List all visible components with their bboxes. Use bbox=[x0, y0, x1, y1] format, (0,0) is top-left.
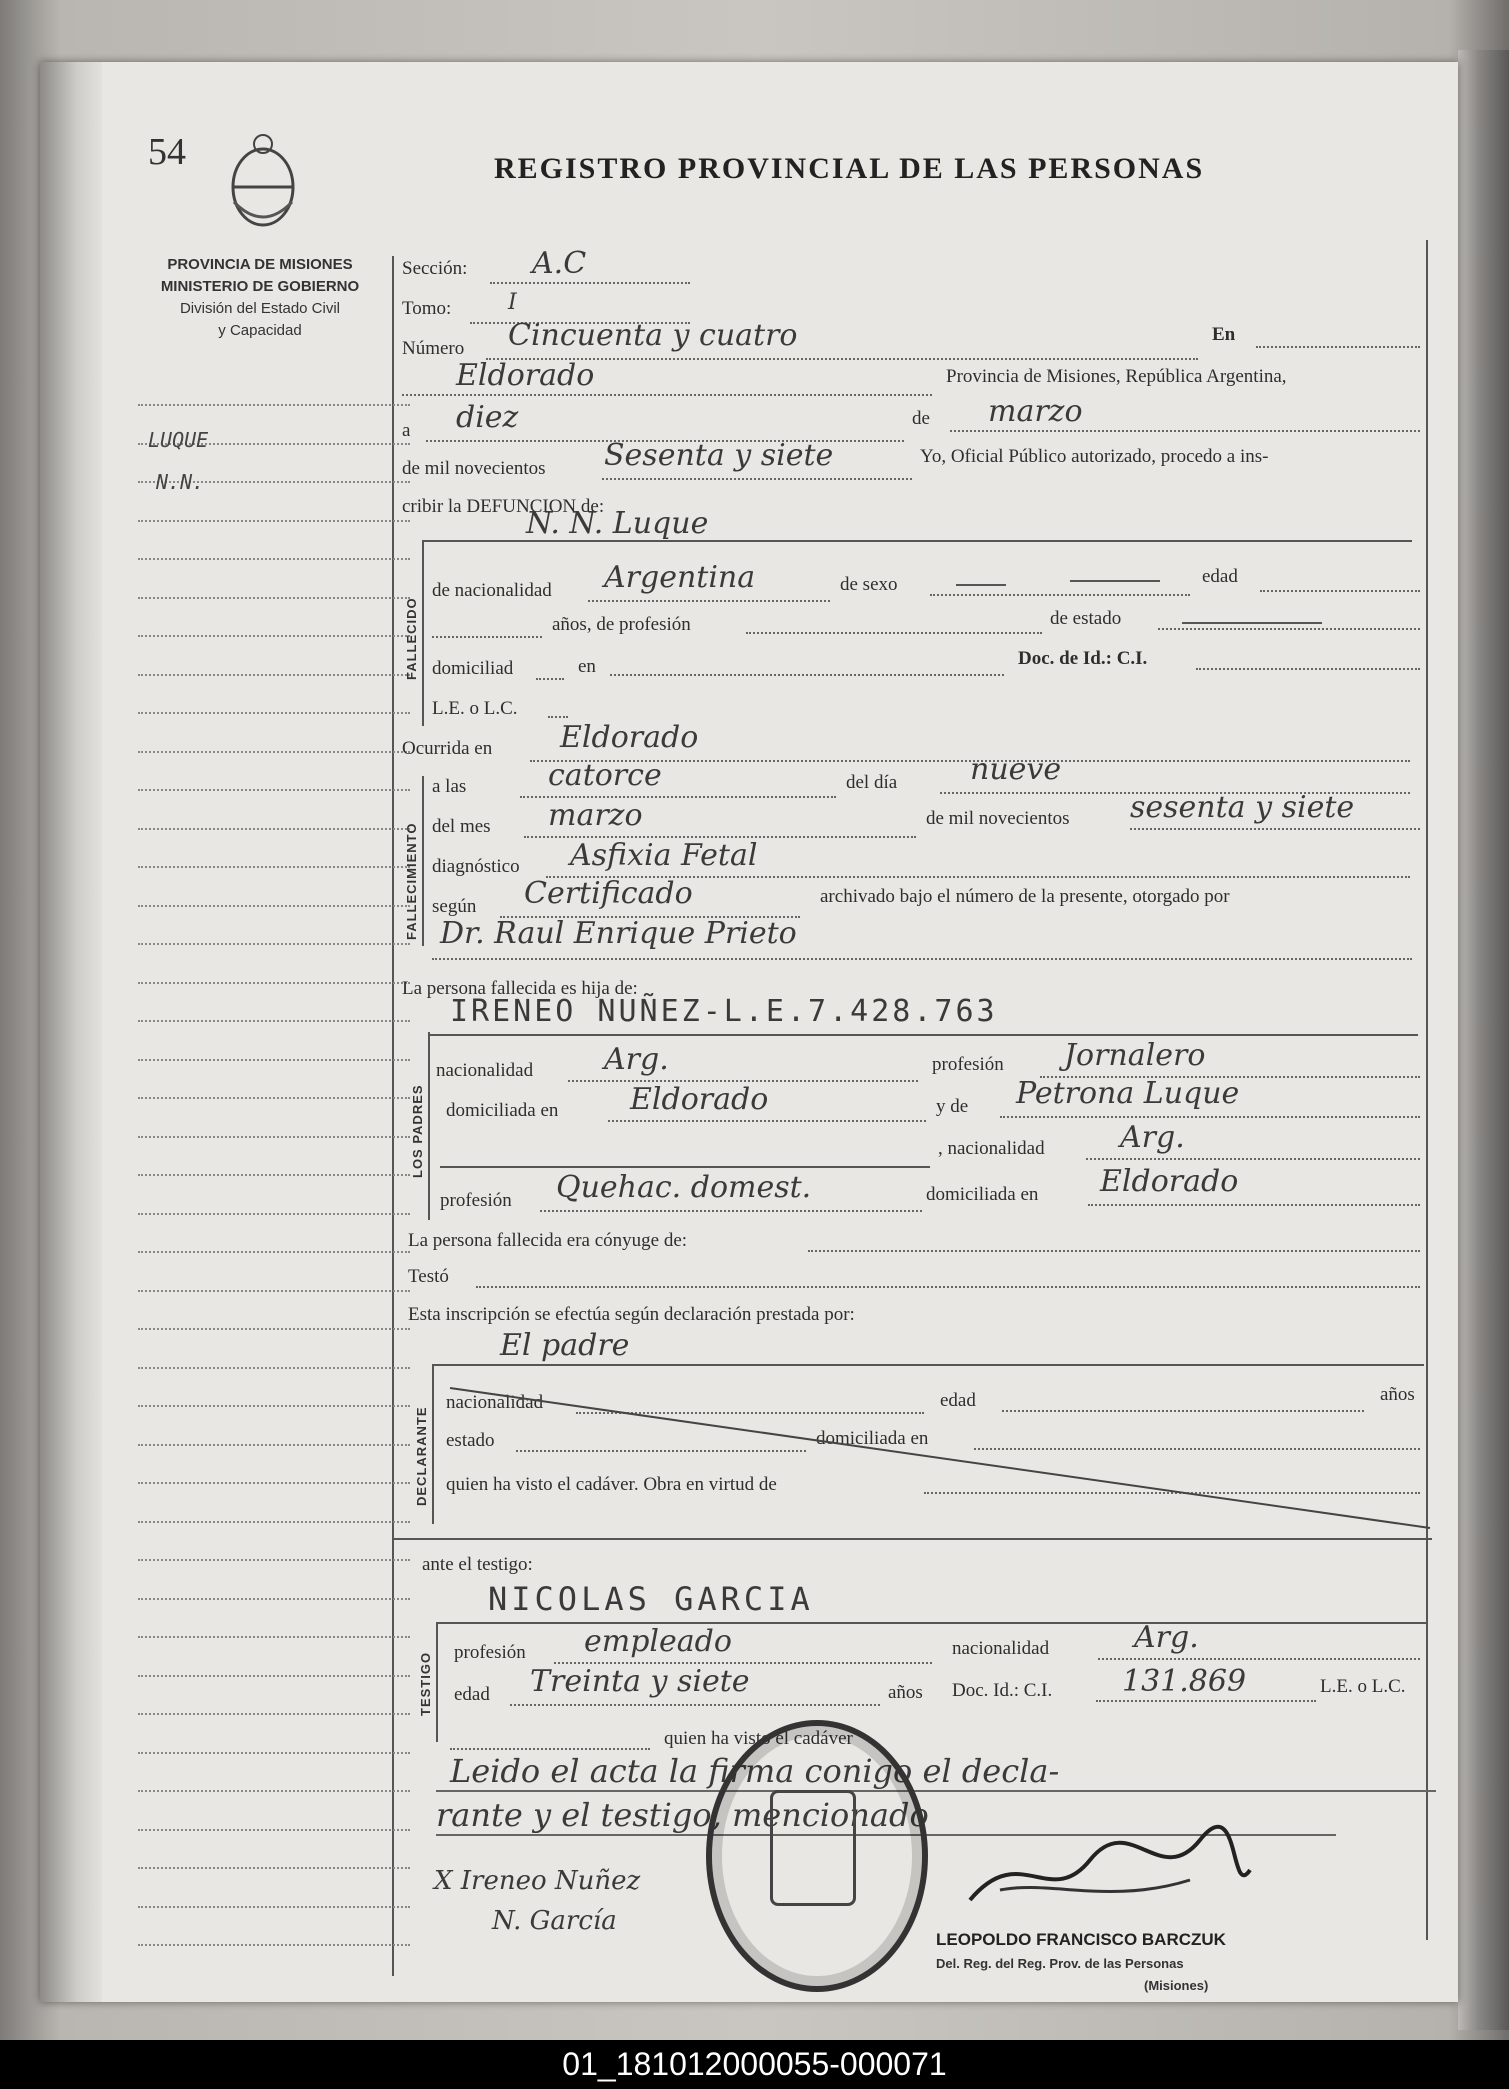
inscripcion-label: Esta inscripción se efectúa según declaración prestada por: bbox=[408, 1304, 855, 1325]
ministry-label: MINISTERIO DE GOBIERNO bbox=[160, 278, 360, 295]
register-title: REGISTRO PROVINCIAL DE LAS PERSONAS bbox=[494, 152, 1205, 185]
seccion-value: A.C bbox=[532, 246, 587, 281]
margin-ruled-line bbox=[138, 1290, 410, 1292]
edad-label: edad bbox=[1202, 566, 1238, 587]
numero-value: Cincuenta y cuatro bbox=[508, 318, 798, 353]
anios-declarante-label: años bbox=[1380, 1384, 1415, 1405]
official-signature-icon bbox=[960, 1820, 1260, 1920]
tomo-value: I bbox=[508, 290, 517, 315]
dom-padre-value: Eldorado bbox=[630, 1082, 769, 1117]
division-label-2: y Capacidad bbox=[218, 322, 302, 339]
page-number: 54 bbox=[148, 131, 186, 173]
nac-padre-label: nacionalidad bbox=[436, 1060, 534, 1081]
margin-ruled-line bbox=[138, 1059, 410, 1061]
seccion-label: Sección: bbox=[402, 258, 468, 279]
padre-value: IRENEO NUÑEZ-L.E.7.428.763 bbox=[450, 994, 998, 1029]
margin-ruled-line bbox=[138, 1136, 410, 1138]
nacionalidad-line bbox=[588, 600, 830, 602]
prof-madre-label: profesión bbox=[440, 1190, 512, 1211]
edad-line bbox=[1260, 590, 1420, 592]
declarante-bracket bbox=[432, 1364, 434, 1524]
prof-padre-value: Jornalero bbox=[1064, 1038, 1206, 1073]
testigo-label: ante el testigo: bbox=[422, 1554, 533, 1575]
edad-testigo-line bbox=[510, 1704, 880, 1706]
prof-madre-line bbox=[540, 1210, 922, 1212]
margin-ruled-line bbox=[138, 1944, 410, 1946]
margin-ruled-line bbox=[138, 1752, 410, 1754]
conyuge-label: La persona fallecida era cónyuge de: bbox=[408, 1230, 688, 1251]
margin-ruled-line bbox=[138, 1444, 410, 1446]
nac-declarante-label: nacionalidad bbox=[446, 1392, 544, 1413]
main-column-left-border bbox=[392, 256, 394, 1976]
margin-ruled-line bbox=[138, 712, 410, 714]
numero-label: Número bbox=[402, 338, 465, 359]
mes-fall-value: marzo bbox=[548, 798, 643, 833]
seccion-line bbox=[490, 282, 690, 284]
mil2-label: de mil novecientos bbox=[926, 808, 1070, 829]
dom-padre-label: domiciliada en bbox=[446, 1100, 559, 1121]
margin-ruled-line bbox=[138, 1213, 410, 1215]
margin-ruled-line bbox=[138, 1521, 410, 1523]
en-dom-label: en bbox=[578, 656, 596, 677]
medico-line bbox=[432, 958, 1412, 960]
division-label: División del Estado Civil bbox=[179, 300, 341, 317]
doc-line bbox=[1196, 668, 1420, 670]
estado-dash bbox=[1182, 622, 1322, 624]
sexo-line bbox=[930, 594, 1190, 596]
testigo-value: NICOLAS GARCIA bbox=[488, 1580, 814, 1618]
margin-ruled-line bbox=[138, 1636, 410, 1638]
declarante-section-label: DECLARANTE bbox=[414, 1406, 429, 1506]
margin-ruled-line bbox=[138, 1482, 410, 1484]
margin-ruled-line bbox=[138, 1829, 410, 1831]
nac-testigo-line bbox=[1098, 1658, 1420, 1660]
margin-ruled-line bbox=[138, 1174, 410, 1176]
sexo-dash-1 bbox=[956, 584, 1006, 586]
dom-madre-value: Eldorado bbox=[1100, 1164, 1239, 1199]
margin-ruled-line bbox=[138, 1097, 410, 1099]
en-line bbox=[1256, 346, 1420, 348]
de-label: de bbox=[912, 408, 930, 429]
margin-ruled-line bbox=[138, 635, 410, 637]
ocurrida-label: Ocurrida en bbox=[402, 738, 493, 759]
anio2-value: sesenta y siete bbox=[1130, 790, 1355, 825]
las-label: a las bbox=[432, 776, 467, 797]
nac-padre-value: Arg. bbox=[604, 1042, 669, 1077]
oficial-label: Yo, Oficial Público autorizado, procedo a ins- bbox=[920, 446, 1269, 467]
margin-surname: LUQUE bbox=[148, 428, 209, 452]
margin-ruled-line bbox=[138, 905, 410, 907]
archivado-label: archivado bajo el número de la presente, otorgado por bbox=[820, 886, 1230, 907]
doc-testigo-label: Doc. Id.: C.I. bbox=[952, 1680, 1053, 1701]
medico-value: Dr. Raul Enrique Prieto bbox=[440, 916, 797, 951]
inscribir-label: cribir la DEFUNCION de: bbox=[402, 496, 605, 517]
profesion-line bbox=[746, 632, 1042, 634]
ocurrida-value: Eldorado bbox=[560, 720, 699, 755]
margin-ruled-line bbox=[138, 866, 410, 868]
edad-testigo-label: edad bbox=[454, 1684, 490, 1705]
lugar-value: Eldorado bbox=[456, 358, 595, 393]
anio-value: Sesenta y siete bbox=[604, 438, 834, 473]
strike-through-line bbox=[440, 1380, 1440, 1540]
testigo-section-label: TESTIGO bbox=[418, 1651, 433, 1716]
margin-ruled-line bbox=[138, 1598, 410, 1600]
margin-ruled-line bbox=[138, 943, 410, 945]
margin-ruled-line bbox=[138, 1675, 410, 1677]
closing-line-2: rante y el testigo, mencionado bbox=[436, 1796, 929, 1834]
sexo-label: de sexo bbox=[840, 574, 898, 595]
register-page bbox=[40, 62, 1458, 2002]
dom-madre-line bbox=[1088, 1204, 1420, 1206]
dia-fall-value: nueve bbox=[970, 752, 1062, 787]
fallecimiento-bracket bbox=[422, 776, 424, 946]
margin-ruled-line bbox=[138, 751, 410, 753]
mes-line bbox=[950, 430, 1420, 432]
dom-madre-label: domiciliada en bbox=[926, 1184, 1039, 1205]
nac-madre-value: Arg. bbox=[1120, 1120, 1185, 1155]
estado-label: de estado bbox=[1050, 608, 1122, 629]
anio2-line bbox=[1130, 828, 1420, 830]
padres-bracket bbox=[428, 1032, 430, 1220]
margin-ruled-line bbox=[138, 1251, 410, 1253]
hora-value: catorce bbox=[548, 758, 662, 793]
issuer-block bbox=[130, 254, 390, 342]
a-label: a bbox=[402, 420, 411, 441]
margin-ruled-line bbox=[138, 674, 410, 676]
nacionalidad-label: de nacionalidad bbox=[432, 580, 552, 601]
margin-ruled-line bbox=[138, 597, 410, 599]
domiciliad-label: domiciliad bbox=[432, 658, 514, 679]
main-column-right-border bbox=[1426, 240, 1428, 1940]
declarante-value: El padre bbox=[500, 1328, 630, 1363]
nac-madre-line bbox=[1086, 1158, 1420, 1160]
dia-fall-label: del día bbox=[846, 772, 898, 793]
conyuge-line bbox=[808, 1250, 1420, 1252]
margin-ruled-line bbox=[138, 828, 410, 830]
testo-label: Testó bbox=[408, 1266, 449, 1287]
lelc-line bbox=[548, 716, 568, 718]
margin-ruled-line bbox=[138, 558, 410, 560]
nacionalidad-value: Argentina bbox=[604, 560, 756, 595]
prof-madre-value: Quehac. domest. bbox=[556, 1170, 812, 1205]
seal-emblem-icon bbox=[770, 1790, 856, 1906]
edad-testigo-value: Treinta y siete bbox=[530, 1664, 750, 1699]
anios-prof-label: años, de profesión bbox=[552, 614, 691, 635]
margin-ruled-line bbox=[138, 1559, 410, 1561]
dia-value: diez bbox=[456, 400, 519, 435]
fallecido-bracket bbox=[422, 540, 424, 726]
en-label: En bbox=[1212, 324, 1236, 345]
book-spine bbox=[40, 62, 102, 2002]
doc-label: Doc. de Id.: C.I. bbox=[1018, 648, 1148, 669]
nac-testigo-label: nacionalidad bbox=[952, 1638, 1050, 1659]
visto-testigo-label: quien ha visto el cadáver bbox=[664, 1728, 853, 1749]
lugar-line bbox=[402, 394, 932, 396]
fallecido-section-label: FALLECIDO bbox=[404, 597, 419, 680]
margin-ruled-line bbox=[138, 1020, 410, 1022]
tomo-label: Tomo: bbox=[402, 298, 452, 319]
declarante-line bbox=[432, 1364, 1424, 1366]
official-role: Del. Reg. del Reg. Prov. de las Personas bbox=[936, 1956, 1184, 1971]
margin-ruled-line bbox=[138, 1867, 410, 1869]
nombre-value: N. N. Luque bbox=[526, 506, 709, 541]
declarante-signature: X Ireneo Nuñez bbox=[434, 1866, 641, 1896]
lelc-label: L.E. o L.C. bbox=[432, 698, 518, 719]
declarante-bottom-line bbox=[392, 1538, 1432, 1540]
dom-padre-line bbox=[608, 1120, 926, 1122]
official-place: (Misiones) bbox=[1144, 1978, 1209, 1993]
padre-line bbox=[428, 1034, 1418, 1036]
margin-ruled-line bbox=[138, 520, 410, 522]
margin-ruled-line bbox=[138, 1328, 410, 1330]
hija-label: La persona fallecida es hija de: bbox=[402, 978, 638, 999]
segun-value: Certificado bbox=[524, 876, 693, 911]
prof-testigo-label: profesión bbox=[454, 1642, 526, 1663]
prof-padre-label: profesión bbox=[932, 1054, 1004, 1075]
domiciliad-suffix-line bbox=[536, 678, 564, 680]
visto-label: quien ha visto el cadáver. Obra en virtud de bbox=[446, 1474, 777, 1495]
testo-line bbox=[476, 1286, 1420, 1288]
padres-section-label: LOS PADRES bbox=[410, 1084, 425, 1178]
document-id: 01_181012000055-000071 bbox=[562, 2046, 947, 2082]
lelc-testigo-label: L.E. o L.C. bbox=[1320, 1676, 1406, 1697]
anio-line bbox=[602, 478, 912, 480]
margin-ruled-line bbox=[138, 1405, 410, 1407]
margin-ruled-line bbox=[138, 1713, 410, 1715]
anios-testigo-label: años bbox=[888, 1682, 923, 1703]
mes-value: marzo bbox=[988, 394, 1083, 429]
mil-label: de mil novecientos bbox=[402, 458, 546, 479]
diagnostico-value: Asfixia Fetal bbox=[570, 838, 758, 873]
margin-name: N.N. bbox=[156, 470, 205, 494]
coat-of-arms-icon bbox=[222, 132, 304, 232]
margin-ruled-line bbox=[138, 982, 410, 984]
margin-ruled-line bbox=[138, 1367, 410, 1369]
segun-label: según bbox=[432, 896, 477, 917]
diagnostico-label: diagnóstico bbox=[432, 856, 520, 877]
prof-testigo-value: empleado bbox=[584, 1624, 732, 1659]
margin-ruled-line bbox=[138, 1906, 410, 1908]
dom-declarante-label: domiciliada en bbox=[816, 1428, 929, 1449]
margin-ruled-line bbox=[138, 789, 410, 791]
visto-testigo-line-left bbox=[450, 1748, 650, 1750]
adjacent-page-edge bbox=[1458, 50, 1509, 2030]
margin-ruled-line bbox=[138, 404, 410, 406]
ci-testigo-value: 131.869 bbox=[1122, 1664, 1247, 1699]
mes-fall-label: del mes bbox=[432, 816, 491, 837]
nac-madre-label: , nacionalidad bbox=[938, 1138, 1045, 1159]
edad-declarante-label: edad bbox=[940, 1390, 976, 1411]
madre-line bbox=[1000, 1116, 1420, 1118]
sexo-dash-2 bbox=[1070, 580, 1160, 582]
estado-declarante-label: estado bbox=[446, 1430, 495, 1451]
closing-line-1: Leido el acta la firma conigo el decla- bbox=[450, 1752, 1060, 1790]
testigo-bracket bbox=[436, 1622, 438, 1742]
closing-underline-1 bbox=[436, 1790, 1436, 1792]
margin-ruled-line bbox=[138, 1790, 410, 1792]
anios-line bbox=[432, 636, 542, 638]
yde-label: y de bbox=[936, 1096, 969, 1117]
domicilio-line bbox=[610, 674, 1004, 676]
official-name: LEOPOLDO FRANCISCO BARCZUK bbox=[936, 1930, 1226, 1949]
nac-testigo-value: Arg. bbox=[1134, 1620, 1199, 1655]
province-label: PROVINCIA DE MISIONES bbox=[167, 256, 353, 273]
doc-testigo-line bbox=[1096, 1700, 1316, 1702]
madre-value: Petrona Luque bbox=[1016, 1076, 1240, 1111]
fallecimiento-section-label: FALLECIMIENTO bbox=[404, 822, 419, 940]
estado-line bbox=[1158, 628, 1420, 630]
provincia-label: Provincia de Misiones, República Argentina, bbox=[946, 366, 1287, 387]
padres-extra-line bbox=[440, 1166, 930, 1168]
testigo-signature: N. García bbox=[492, 1906, 617, 1936]
